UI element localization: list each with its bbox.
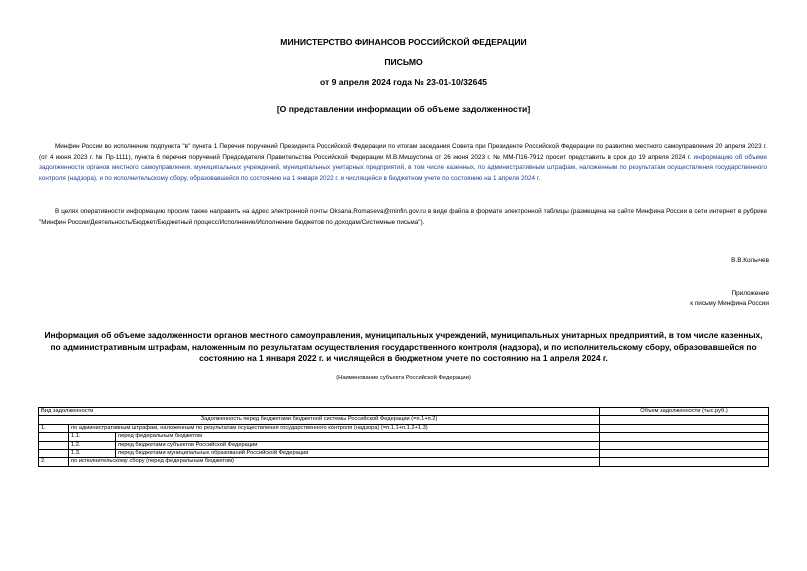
paragraph-email-text: В целях оперативности информацию просим также направить на адрес электронной почты Oksana.Romaseva@minfin.gov.ru в виде файла в формате электронной таблицы (размещена на сайте Минфина России в сети интернет в рубрике "Минфин России/Деятельность/Бюджет/Бюджетный процесс/Исполнение/Исполнение бюджетов по доходам/Системные письма"). xyxy=(39,208,767,226)
row-label: перед бюджетами субъектов Российской Федерации xyxy=(116,441,600,449)
paragraph-request-text: Минфин России во исполнение подпункта "в" пункта 1 Перечня поручений Президента Российской Федерации по итогам заседания Совета при Президенте Российской Федерации по развитию местного самоуправления 20 апреля 2023 г. (от 4 июня 2023 г. № Пр-1111), пункта 6 перечня поручений Председателя Правительства Российской Федерации М.В.Мишустина от 26 июня 2023 г. № ММ-П16-7912 просит представить в срок до 19 апреля 2024 г. xyxy=(39,143,767,161)
table-row xyxy=(39,450,769,458)
doc-type: ПИСЬМО xyxy=(384,57,423,67)
row-number: 1.1. xyxy=(69,433,116,441)
value-cell xyxy=(600,433,769,441)
row-number: 1.2. xyxy=(69,441,116,449)
table-header-row xyxy=(39,408,769,416)
column-header-debt-amount: Объем задолженности (тыс.руб.) xyxy=(600,408,769,416)
row-label: перед федеральным бюджетом xyxy=(116,433,600,441)
row-spacer xyxy=(39,433,69,441)
value-cell xyxy=(600,458,769,466)
total-row-label: Задолженность перед бюджетами бюджетной системы Российской Федерации (=п.1+п.2) xyxy=(39,416,600,424)
table-row xyxy=(39,424,769,432)
value-cell xyxy=(600,441,769,449)
row-label: по административным штрафам, наложенным по результатам осуществления государственного контроля (надзора) (=п.1.1+п.1.2+1.3) xyxy=(69,424,600,432)
table-row xyxy=(39,433,769,441)
row-spacer xyxy=(39,450,69,458)
row-number: 1. xyxy=(39,424,69,432)
table-row xyxy=(39,416,769,424)
value-cell xyxy=(600,450,769,458)
paragraph-email xyxy=(39,207,767,228)
row-label: перед бюджетами муниципальных образований Российской Федерации xyxy=(116,450,600,458)
row-spacer xyxy=(39,441,69,449)
info-title: Информация об объеме задолженности органов местного самоуправления, муниципальных учреждений, муниципальных унитарных предприятий, в том числе казенных, по административным штрафам, наложенным по результатам осуществления государственного контроля (надзора), и по исполнительскому сбору, образовавшейся по состоянию на 1 января 2022 г. и числящейся в бюджетном учете по состоянию на 1 апреля 2024 г. xyxy=(44,330,763,363)
table-row xyxy=(39,441,769,449)
row-number: 2. xyxy=(39,458,69,466)
paragraph-request xyxy=(39,142,767,184)
debt-table xyxy=(38,407,769,467)
row-number: 1.3. xyxy=(69,450,116,458)
table-row xyxy=(39,458,769,466)
doc-date-number: от 9 апреля 2024 года № 23-01-10/32645 xyxy=(319,77,488,87)
appendix-label: Приложение xyxy=(731,290,769,297)
row-label: по исполнительскому сбору (перед федеральным бюджетом) xyxy=(69,458,600,466)
signature: В.В.Колычев xyxy=(731,257,769,264)
appendix-reference: к письму Минфина России xyxy=(690,300,769,307)
doc-subject: [О представлении информации об объеме задолженности] xyxy=(276,104,531,114)
column-header-debt-type: Вид задолженности xyxy=(39,408,600,416)
value-cell xyxy=(600,416,769,424)
paragraph-request-link-text: информацию об объеме задолженности органов местного самоуправления, муниципальных учреждений, муниципальных унитарных предприятий, в том числе казенных, по административным штрафам, наложенным по результатам осуществления государственного контроля (надзора), и по исполнительскому сбору, образовавшейся по состоянию на 1 января 2022 г. и числящейся в бюджетном учете по состоянию на 1 апреля 2024 г. xyxy=(39,153,768,182)
value-cell xyxy=(600,424,769,432)
subject-name-placeholder: (Наименование субъекта Российской Федерации) xyxy=(336,375,471,381)
ministry-title: МИНИСТЕРСТВО ФИНАНСОВ РОССИЙСКОЙ ФЕДЕРАЦИИ xyxy=(280,37,527,47)
